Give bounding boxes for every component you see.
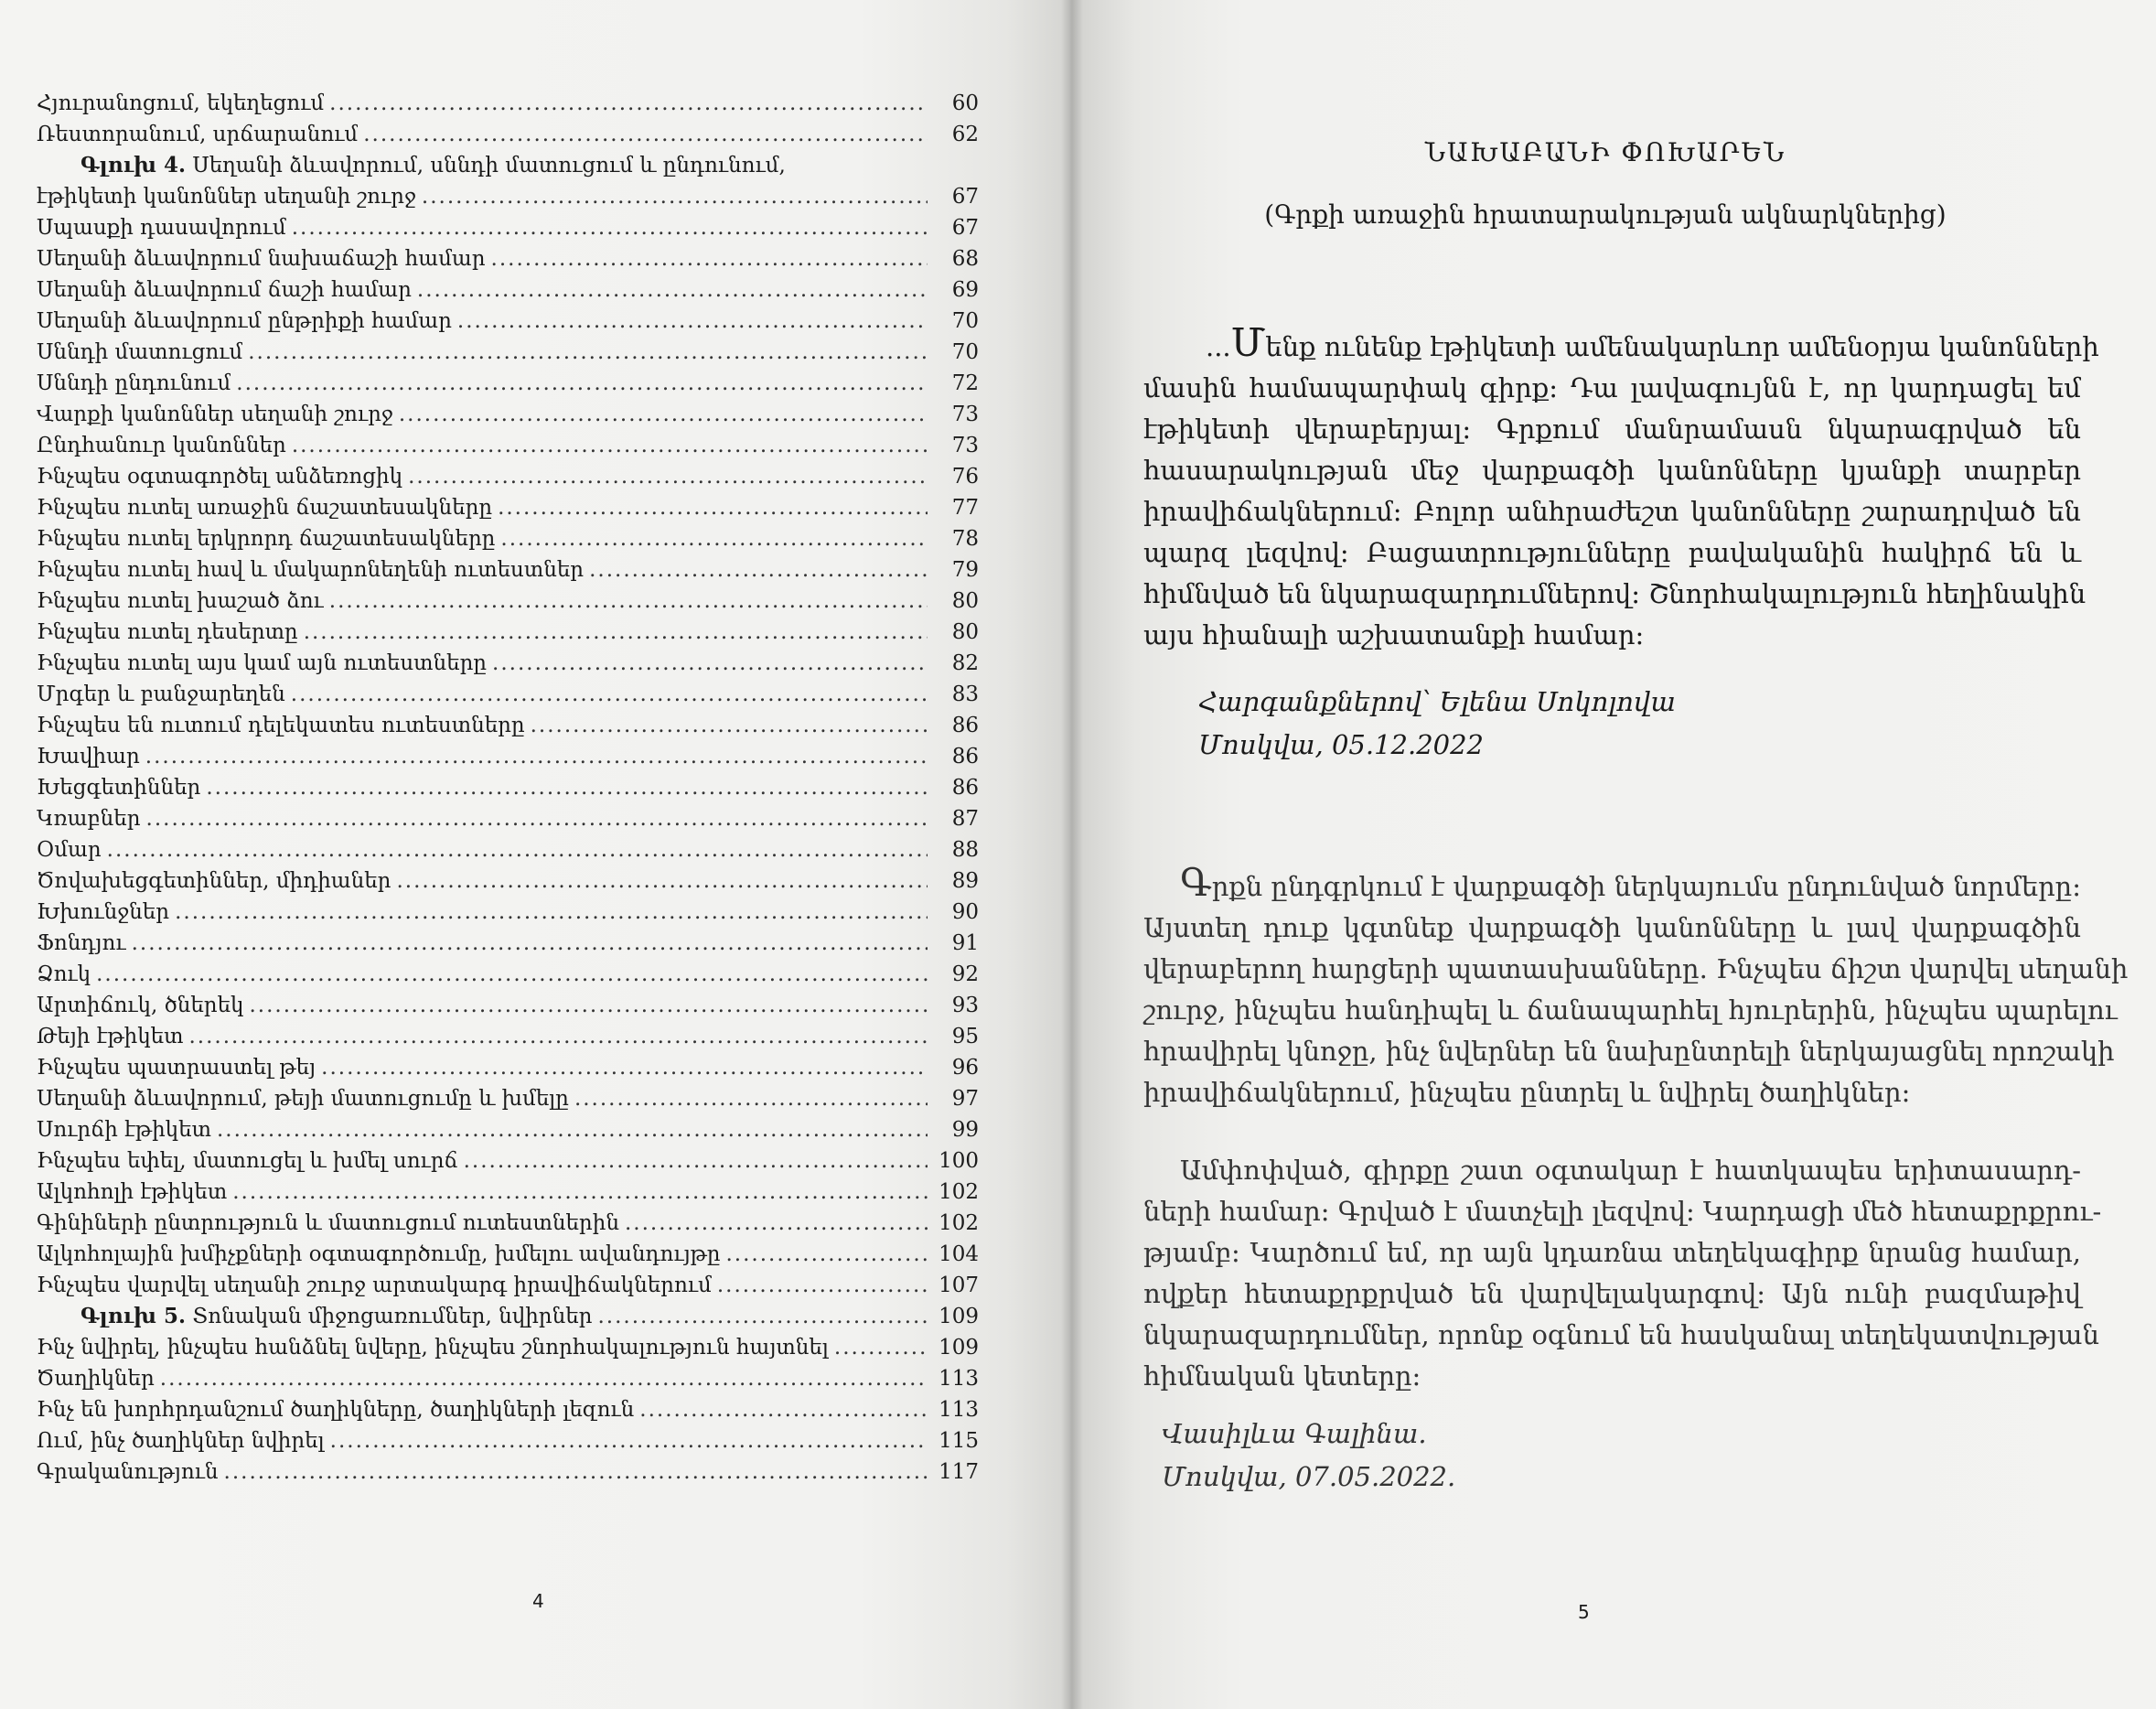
toc-leader-dots — [408, 461, 928, 492]
toc-entry-title: Սննդի մատուցում — [37, 340, 243, 364]
toc-row — [37, 243, 979, 274]
toc-leader-dots — [531, 710, 928, 741]
toc-leader-dots — [639, 1394, 928, 1425]
toc-row — [37, 1021, 979, 1052]
toc-leader-dots — [292, 430, 928, 461]
paragraph-line: իրավիճակներում: Բոլոր անհրաժեշտ կանոնները շարադրված են — [1143, 496, 2081, 527]
toc-row — [37, 1394, 979, 1425]
toc-entry-title: Սեղանի ձևավորում ճաշի համար — [37, 278, 412, 302]
foreword-subtitle: (Գրքի առաջին հրատարակության ակնարկներից) — [1264, 199, 1947, 230]
toc-row — [37, 1456, 979, 1488]
toc-chapter-label: Գլուխ 5. — [80, 1304, 187, 1328]
toc-row — [37, 1177, 979, 1208]
toc-entry-title: Գլուխ 5. Տոնական միջոցառումներ, նվիրներ — [80, 1304, 593, 1328]
toc-leader-dots — [399, 399, 928, 430]
paragraph-line: հրավիրել կնոջը, ինչ նվերներ են նախընտրելի ներկայացնել որոշակի — [1143, 1036, 2115, 1067]
toc-row — [37, 274, 979, 306]
toc-page-number: 62 — [951, 123, 979, 146]
toc-row — [37, 928, 979, 959]
toc-chapter-row — [37, 150, 979, 181]
toc-leader-dots — [206, 772, 928, 803]
toc-page-number: 77 — [951, 496, 979, 520]
paragraph-line: Գրքն ընդգրկում է վարքագծի ներկայումս ընդունված նորմերը: — [1180, 860, 2081, 905]
toc-leader-dots — [232, 1177, 928, 1208]
toc-row — [37, 119, 979, 150]
signature-2-place-date: Մոսկվա, 07.05.2022. — [1162, 1461, 1456, 1492]
toc-page-number: 102 — [939, 1211, 979, 1235]
toc-row — [37, 772, 979, 803]
toc-page-number: 113 — [939, 1398, 979, 1422]
toc-page-number: 97 — [951, 1087, 979, 1111]
toc-row — [37, 1114, 979, 1145]
toc-leader-dots — [417, 274, 928, 306]
toc-row — [37, 1270, 979, 1301]
toc-entry-title: Ում, ինչ ծաղիկներ նվիրել — [37, 1429, 325, 1453]
toc-leader-dots — [574, 1083, 928, 1114]
toc-row — [37, 710, 979, 741]
toc-entry-title: Ալկոհոլային խմիչքների օգտագործումը, խմելու ավանդույթը — [37, 1242, 721, 1266]
toc-row — [37, 586, 979, 617]
toc-row — [37, 212, 979, 243]
toc-entry-title: Սեղանի ձևավորում նախաճաշի համար — [37, 247, 486, 271]
foreword-paragraph-1 — [1143, 320, 2099, 656]
toc-entry-title: Վարքի կանոններ սեղանի շուրջ — [37, 403, 393, 426]
toc-page-number: 70 — [951, 340, 979, 364]
book-gutter — [1061, 0, 1083, 1709]
toc-entry-title: Ինչպես ուտել երկրորդ ճաշատեսակները — [37, 527, 496, 551]
toc-entry-title: Խավիար — [37, 745, 140, 769]
toc-entry-title: Ինչպես ուտել առաջին ճաշատեսակները — [37, 496, 493, 520]
paragraph-line: ովքեր հետաքրքրված են վարվելակարգով: Այն ունի բազմաթիվ — [1143, 1278, 2081, 1309]
toc-leader-dots — [498, 492, 928, 523]
toc-page-number: 73 — [951, 403, 979, 426]
paragraph-line: Այստեղ դուք կգտնեք վարքագծի կանոնները և լավ վարքագծին — [1143, 912, 2081, 943]
toc-page-number: 78 — [951, 527, 979, 551]
toc-row — [37, 337, 979, 368]
toc-page-number: 91 — [951, 931, 979, 955]
toc-entry-title: Ինչպես են ուտում դելեկատես ուտեստները — [37, 714, 525, 737]
drop-cap: Մ — [1230, 320, 1266, 365]
toc-page-number: 102 — [939, 1180, 979, 1204]
toc-leader-dots — [363, 119, 928, 150]
toc-entry-title: Գլուխ 4. Սեղանի ձևավորում, սննդի մատուցում և ընդունում, — [80, 153, 786, 177]
toc-entry-title: Գրականություն — [37, 1460, 219, 1484]
toc-row — [37, 523, 979, 554]
toc-row — [37, 648, 979, 679]
toc-entry-title: Ալկոհոլի էթիկետ — [37, 1180, 228, 1204]
page-number-right: 5 — [1578, 1601, 1590, 1623]
toc-entry-title: Ինչպես ուտել հավ և մակարոնեղենի ուտեստներ — [37, 558, 585, 582]
toc-chapter-row — [37, 1301, 979, 1332]
toc-row — [37, 306, 979, 337]
toc-row — [37, 1145, 979, 1177]
toc-entry-title: Ինչպես ուտել դեսերտը — [37, 620, 298, 644]
signature-1-place-date: Մոսկվա, 05.12.2022 — [1198, 729, 1484, 760]
paragraph-line: էթիկետի վերաբերյալ: Գրքում մանրամասն նկարագրված են — [1143, 414, 2081, 445]
toc-page-number: 90 — [951, 900, 979, 924]
paragraph-line: վերաբերող հարցերի պատասխանները. Ինչպես ճիշտ վարվել սեղանի — [1143, 953, 2129, 984]
toc-entry-title: Կռաբներ — [37, 807, 141, 831]
toc-entry-title: Թեյի էթիկետ — [37, 1025, 184, 1048]
toc-leader-dots — [248, 337, 928, 368]
table-of-contents — [37, 88, 979, 1488]
toc-page-number: 69 — [951, 278, 979, 302]
toc-entry-title: Սպասքի դասավորում — [37, 216, 286, 240]
toc-leader-dots — [224, 1456, 928, 1488]
toc-leader-dots — [249, 990, 928, 1021]
toc-leader-dots — [598, 1301, 928, 1332]
toc-entry-title: Սեղանի ձևավորում, թեյի մատուցումը և խմելը — [37, 1087, 569, 1111]
toc-leader-dots — [330, 1425, 928, 1456]
foreword-paragraph-2 — [1143, 860, 2129, 1113]
toc-leader-dots — [160, 1363, 928, 1394]
toc-entry-title: Ռեստորանում, սրճարանում — [37, 123, 359, 146]
toc-page-number: 80 — [951, 589, 979, 613]
toc-row — [37, 617, 979, 648]
toc-page-number: 93 — [951, 994, 979, 1017]
toc-entry-title: Ինչ նվիրել, ինչպես հանձնել նվերը, ինչպես շնորհակալություն հայտնել — [37, 1336, 829, 1360]
toc-page-number: 70 — [951, 309, 979, 333]
toc-leader-dots — [96, 959, 928, 990]
toc-entry-title: Ֆոնդյու — [37, 931, 126, 955]
toc-leader-dots — [329, 586, 928, 617]
toc-entry-title: Ինչպես եփել, մատուցել և խմել սուրճ — [37, 1149, 458, 1173]
toc-chapter-label: Գլուխ 4. — [80, 153, 187, 177]
toc-page-number: 87 — [951, 807, 979, 831]
toc-row — [37, 554, 979, 586]
toc-leader-dots — [321, 1052, 928, 1083]
toc-row — [37, 399, 979, 430]
toc-entry-title: Ինչպես օգտագործել անձեռոցիկ — [37, 465, 403, 489]
toc-leader-dots — [491, 243, 928, 274]
page-number-left: 4 — [532, 1590, 544, 1612]
toc-leader-dots — [422, 181, 928, 212]
toc-page-number: 95 — [951, 1025, 979, 1048]
toc-row — [37, 1052, 979, 1083]
toc-leader-dots — [725, 1239, 928, 1270]
toc-row — [37, 803, 979, 834]
toc-entry-title: էթիկետի կանոններ սեղանի շուրջ — [37, 185, 416, 209]
toc-page-number: 96 — [951, 1056, 979, 1080]
toc-leader-dots — [304, 617, 928, 648]
toc-row — [37, 1332, 979, 1363]
toc-row — [37, 1083, 979, 1114]
toc-page-number: 67 — [951, 185, 979, 209]
toc-page-number: 109 — [939, 1305, 979, 1328]
drop-cap: Գ — [1180, 860, 1212, 905]
toc-entry-title: Ինչպես պատրաստել թեյ — [37, 1056, 316, 1080]
toc-leader-dots — [464, 1145, 928, 1177]
toc-entry-title: Խեցգետիններ — [37, 776, 201, 800]
paragraph-line: հիմնված են նկարազարդումներով: Շնորհակալություն հեղինակին — [1143, 578, 2086, 609]
foreword-paragraph-3 — [1143, 1150, 2102, 1397]
toc-row — [37, 461, 979, 492]
paragraph-line: մասին համապարփակ գիրք: Դա լավագույնն է, որ կարդացել եմ — [1143, 372, 2081, 403]
toc-entry-title: Սննդի ընդունում — [37, 371, 231, 395]
toc-leader-dots — [292, 212, 928, 243]
toc-page-number: 92 — [951, 962, 979, 986]
toc-page-number: 100 — [939, 1149, 979, 1173]
toc-row — [37, 1425, 979, 1456]
toc-page-number: 67 — [951, 216, 979, 240]
toc-row — [37, 834, 979, 865]
toc-leader-dots — [625, 1208, 928, 1239]
toc-entry-title: Արտիճուկ, ծներեկ — [37, 994, 244, 1017]
toc-row — [37, 679, 979, 710]
toc-page-number: 99 — [951, 1118, 979, 1142]
toc-page-number: 72 — [951, 371, 979, 395]
paragraph-line: պարզ լեզվով: Բացատրությունները բավականին հակիրճ են և — [1143, 537, 2081, 568]
toc-leader-dots — [834, 1332, 928, 1363]
toc-leader-dots — [397, 865, 928, 897]
toc-row — [37, 368, 979, 399]
toc-entry-title: Ինչպես ուտել խաշած ձու — [37, 589, 324, 613]
toc-page-number: 60 — [951, 91, 979, 115]
toc-page-number: 109 — [939, 1336, 979, 1360]
toc-leader-dots — [132, 928, 928, 959]
toc-row — [37, 492, 979, 523]
paragraph-line: ...Մենք ունենք էթիկետի ամենակարևոր ամենօրյա կանոնների — [1206, 320, 2099, 365]
toc-page-number: 88 — [951, 838, 979, 862]
paragraph-line: նկարազարդումներ, որոնք օգնում են հասկանալ տեղեկատվության — [1143, 1319, 2099, 1350]
toc-leader-dots — [457, 306, 928, 337]
toc-page-number: 86 — [951, 745, 979, 769]
toc-entry-title: Հյուրանոցում, եկեղեցում — [37, 91, 325, 115]
toc-page-number: 104 — [939, 1242, 979, 1266]
toc-leader-dots — [492, 648, 928, 679]
paragraph-line: շուրջ, ինչպես հանդիպել և ճանապարհել հյուրերին, ինչպես պարելու — [1143, 994, 2118, 1026]
toc-row — [37, 865, 979, 897]
toc-leader-dots — [107, 834, 928, 865]
toc-entry-title: Խխունջներ — [37, 900, 170, 924]
toc-leader-dots — [236, 368, 928, 399]
toc-row — [37, 897, 979, 928]
toc-row — [37, 959, 979, 990]
toc-entry-title: Ծովախեցգետիններ, միդիաներ — [37, 869, 392, 893]
toc-leader-dots — [145, 741, 928, 772]
toc-page-number: 86 — [951, 714, 979, 737]
toc-page-number: 113 — [939, 1367, 979, 1391]
paragraph-line: Ամփոփված, գիրքը շատ օգտակար է հատկապես երիտասարդ- — [1180, 1155, 2081, 1186]
toc-page-number: 76 — [951, 465, 979, 489]
toc-entry-title: Գինիների ընտրություն և մատուցում ուտեստներին — [37, 1211, 619, 1235]
right-page — [1070, 0, 2156, 1709]
signature-2-name: Վասիլևա Գալինա. — [1162, 1418, 1427, 1449]
toc-entry-title: Ինչ են խորհրդանշում ծաղիկները, ծաղիկների լեզուն — [37, 1398, 635, 1422]
toc-leader-dots — [175, 897, 928, 928]
toc-row — [37, 430, 979, 461]
toc-page-number: 86 — [951, 776, 979, 800]
toc-entry-title: Ինչպես վարվել սեղանի շուրջ արտակարգ իրավիճակներում — [37, 1274, 712, 1297]
toc-row — [37, 1363, 979, 1394]
paragraph-line: ների համար: Գրված է մատչելի լեզվով: Կարդացի մեծ հետաքրքրու- — [1143, 1196, 2102, 1227]
left-page — [0, 0, 1070, 1709]
paragraph-line: իրավիճակներում, ինչպես ընտրել և նվիրել ծաղիկներ: — [1143, 1077, 1911, 1108]
toc-page-number: 79 — [951, 558, 979, 582]
toc-leader-dots — [146, 803, 928, 834]
toc-entry-title: Օմար — [37, 838, 102, 862]
foreword-title: ՆԱԽԱԲԱՆԻ ՓՈԽԱՐԵՆ — [1424, 137, 1786, 167]
toc-leader-dots — [717, 1270, 928, 1301]
toc-row — [37, 181, 979, 212]
toc-page-number: 83 — [951, 683, 979, 706]
toc-entry-title: Ինչպես ուտել այս կամ այն ուտեստները — [37, 651, 488, 675]
toc-page-number: 80 — [951, 620, 979, 644]
toc-entry-title: Մրգեր և բանջարեղեն — [37, 683, 285, 706]
toc-row — [37, 741, 979, 772]
paragraph-line: այս հիանալի աշխատանքի համար: — [1143, 619, 1645, 650]
toc-entry-title: Ընդհանուր կանոններ — [37, 434, 286, 457]
toc-row — [37, 990, 979, 1021]
toc-page-number: 73 — [951, 434, 979, 457]
toc-row — [37, 1239, 979, 1270]
paragraph-line: թյամբ: Կարծում եմ, որ այն կդառնա տեղեկագիրք նրանց համար, — [1143, 1237, 2081, 1268]
toc-entry-title: Սուրճի էթիկետ — [37, 1118, 211, 1142]
toc-leader-dots — [329, 88, 928, 119]
toc-leader-dots — [189, 1021, 928, 1052]
toc-leader-dots — [217, 1114, 928, 1145]
toc-leader-dots — [500, 523, 928, 554]
paragraph-line: հասարակության մեջ վարքագծի կանոնները կյանքի տարբեր — [1143, 455, 2081, 486]
toc-page-number: 115 — [939, 1429, 979, 1453]
toc-leader-dots — [589, 554, 928, 586]
toc-entry-title: Սեղանի ձևավորում ընթրիքի համար — [37, 309, 452, 333]
toc-page-number: 82 — [951, 651, 979, 675]
toc-entry-title: Ձուկ — [37, 962, 91, 986]
toc-entry-title: Ծաղիկներ — [37, 1367, 155, 1391]
toc-page-number: 107 — [939, 1274, 979, 1297]
toc-row — [37, 1208, 979, 1239]
signature-1-name: Հարգանքներով՝ Ելենա Սոկոլովա — [1198, 686, 1676, 717]
paragraph-line: հիմնական կետերը: — [1143, 1360, 1421, 1392]
toc-leader-dots — [291, 679, 928, 710]
toc-page-number: 117 — [939, 1460, 979, 1484]
toc-page-number: 89 — [951, 869, 979, 893]
toc-row — [37, 88, 979, 119]
toc-page-number: 68 — [951, 247, 979, 271]
